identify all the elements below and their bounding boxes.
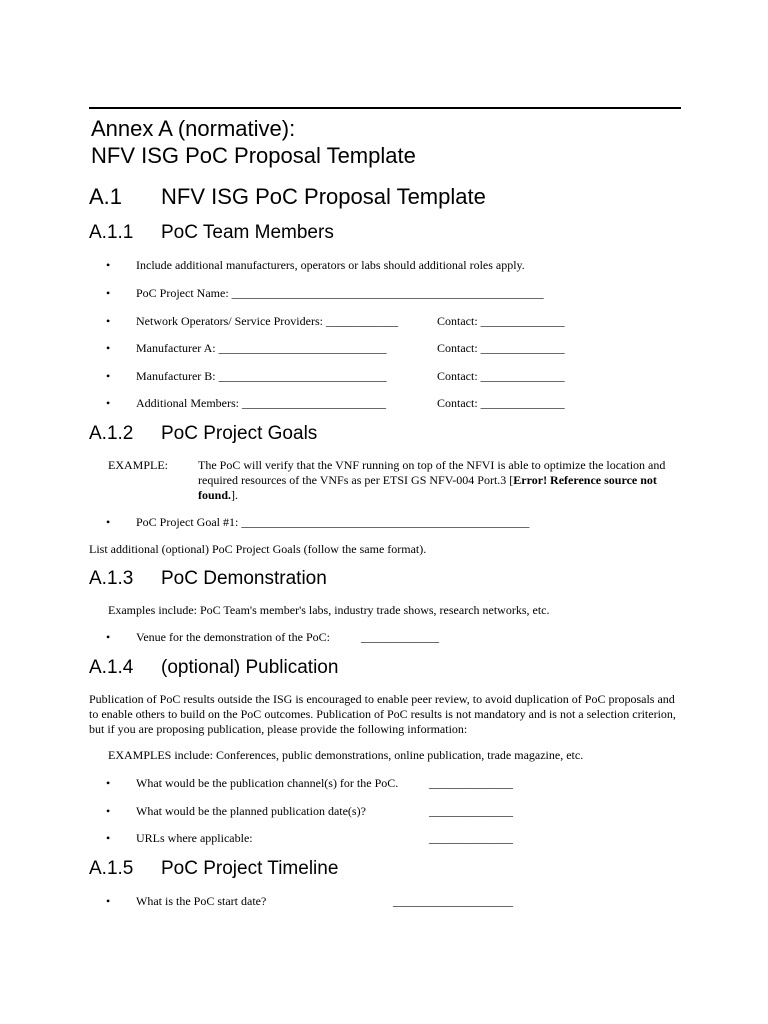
annex-title-line-2: NFV ISG PoC Proposal Template <box>91 143 416 168</box>
heading-a14-number: A.1.4 <box>89 657 134 678</box>
publication-item-urls-blank: ______________ <box>429 831 513 845</box>
team-item-network-operators-contact: Contact: ______________ <box>437 314 565 328</box>
example-text-part-1: The PoC will verify that the VNF running on top of the NFVI is able to optimize the location and required resources of the VNFs as per ETSI GS NFV-004 Port.3 [ <box>198 458 666 487</box>
heading-a11-title: PoC Team Members <box>161 222 334 243</box>
bullet-dot: • <box>106 894 111 908</box>
venue-blank: _____________ <box>361 630 439 644</box>
team-item-manufacturer-a: Manufacturer A: ____________________________ <box>136 341 387 355</box>
publication-item-channel: What would be the publication channel(s) for the PoC. <box>136 776 399 790</box>
heading-a13-number: A.1.3 <box>89 568 134 589</box>
team-item-manufacturer-a-contact: Contact: ______________ <box>437 341 565 355</box>
team-item-manufacturer-b: Manufacturer B: ____________________________ <box>136 369 387 383</box>
publication-examples: EXAMPLES include: Conferences, public demonstrations, online publication, trade magazine, etc. <box>108 748 584 762</box>
bullet-dot: • <box>106 804 111 818</box>
heading-a12-number: A.1.2 <box>89 423 134 444</box>
bullet-dot: • <box>106 369 111 383</box>
heading-a1-title: NFV ISG PoC Proposal Template <box>161 184 486 209</box>
bullet-dot: • <box>106 341 111 355</box>
team-item-additional-members-contact: Contact: ______________ <box>437 396 565 410</box>
bullet-dot: • <box>106 515 111 529</box>
publication-item-channel-blank: ______________ <box>429 776 513 790</box>
list-additional-goals: List additional (optional) PoC Project Goals (follow the same format). <box>89 542 427 556</box>
bullet-dot: • <box>106 314 111 328</box>
publication-paragraph: Publication of PoC results outside the ISG is encouraged to enable peer review, to avoid duplication of PoC proposals and to enable others to build on the PoC outcomes. Publication of PoC results is not mandatory and is not a selection criterion, but if you are proposing publication, please provide the following information: <box>89 692 676 736</box>
heading-a12-title: PoC Project Goals <box>161 423 318 444</box>
demonstration-examples: Examples include: PoC Team's member's labs, industry trade shows, research networks, etc. <box>108 603 550 617</box>
team-item-project-name: PoC Project Name: ____________________________________________________ <box>136 286 544 300</box>
example-text-part-2: ]. <box>231 488 239 502</box>
heading-a14-title: (optional) Publication <box>161 657 339 678</box>
bullet-dot: • <box>106 286 111 300</box>
venue-item: Venue for the demonstration of the PoC: <box>136 630 330 644</box>
heading-a15-number: A.1.5 <box>89 858 134 879</box>
timeline-item-start-date-blank: ____________________ <box>393 894 513 908</box>
heading-a11-number: A.1.1 <box>89 222 134 243</box>
heading-a1-number: A.1 <box>89 184 123 209</box>
timeline-item-start-date: What is the PoC start date? <box>136 894 267 908</box>
annex-title-line-1: Annex A (normative): <box>91 116 296 141</box>
publication-item-date: What would be the planned publication date(s)? <box>136 804 366 818</box>
publication-item-urls: URLs where applicable: <box>136 831 253 845</box>
publication-item-date-blank: ______________ <box>429 804 513 818</box>
goal-item-1: PoC Project Goal #1: ________________________________________________ <box>136 515 530 529</box>
bullet-dot: • <box>106 831 111 845</box>
top-rule <box>89 107 681 109</box>
heading-a15-title: PoC Project Timeline <box>161 858 339 879</box>
team-item-additional-roles: Include additional manufacturers, operators or labs should additional roles apply. <box>136 258 525 272</box>
bullet-dot: • <box>106 630 111 644</box>
heading-a13-title: PoC Demonstration <box>161 568 327 589</box>
team-item-manufacturer-b-contact: Contact: ______________ <box>437 369 565 383</box>
example-error-reference: Error! Reference source not found. <box>198 473 657 502</box>
team-item-network-operators: Network Operators/ Service Providers: ____________ <box>136 314 398 328</box>
team-item-additional-members: Additional Members: ________________________ <box>136 396 386 410</box>
example-label: EXAMPLE: <box>108 458 168 472</box>
bullet-dot: • <box>106 258 111 272</box>
bullet-dot: • <box>106 776 111 790</box>
bullet-dot: • <box>106 396 111 410</box>
example-text <box>198 458 678 503</box>
